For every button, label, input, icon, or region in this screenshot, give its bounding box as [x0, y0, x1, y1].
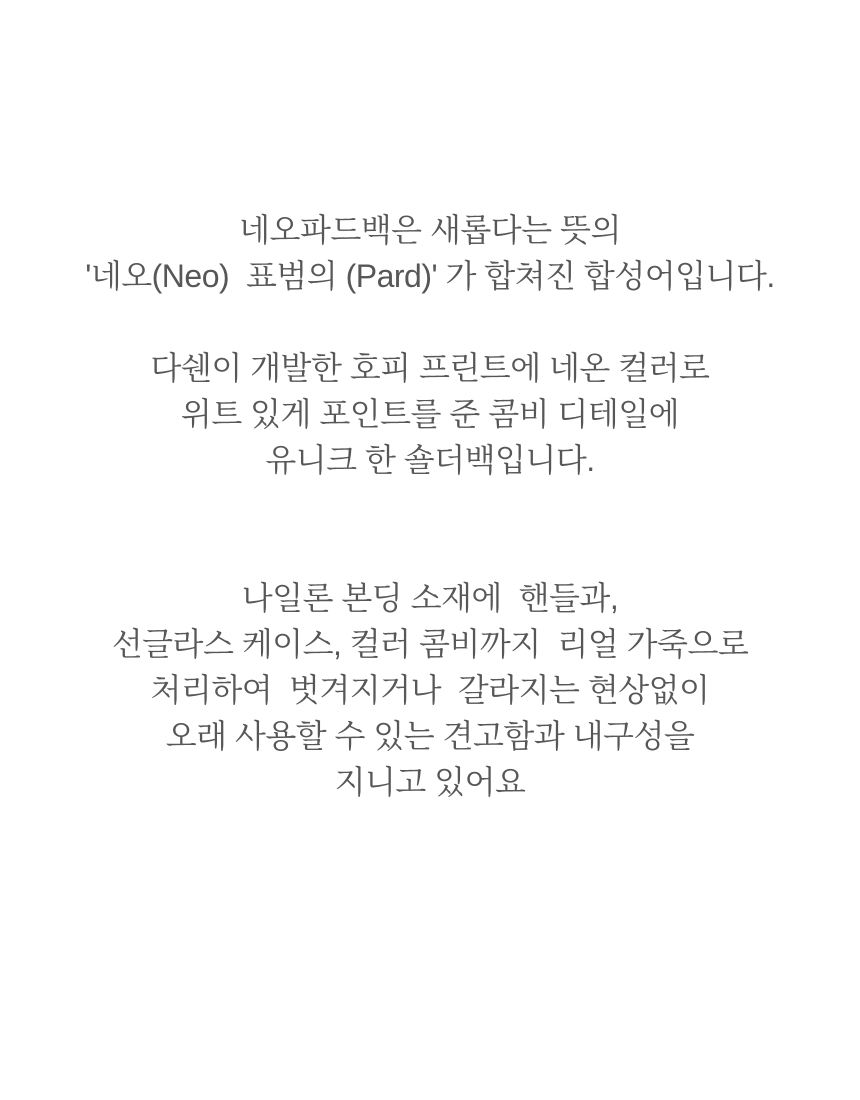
description-paragraph-design	[0, 345, 860, 483]
description-paragraph-name-origin	[0, 207, 860, 299]
description-line: 선글라스 케이스, 컬러 콤비까지 리얼 가죽으로	[111, 626, 749, 662]
description-line: 오래 사용할 수 있는 견고함과 내구성을	[165, 718, 695, 754]
description-line: 다쉔이 개발한 호피 프린트에 네온 컬러로	[150, 350, 710, 386]
description-line: 처리하여 벗겨지거나 갈라지는 현상없이	[150, 672, 710, 708]
description-line: 네오파드백은 새롭다는 뜻의	[239, 212, 621, 248]
description-line: 나일론 본딩 소재에 핸들과,	[241, 580, 619, 616]
description-line: 유니크 한 숄더백입니다.	[265, 442, 595, 478]
description-paragraph-material	[0, 575, 860, 805]
description-line: 지니고 있어요	[334, 764, 526, 800]
description-line: 위트 있게 포인트를 준 콤비 디테일에	[180, 396, 680, 432]
description-line: '네오(Neo) 표범의 (Pard)' 가 합쳐진 합성어입니다.	[85, 258, 775, 294]
